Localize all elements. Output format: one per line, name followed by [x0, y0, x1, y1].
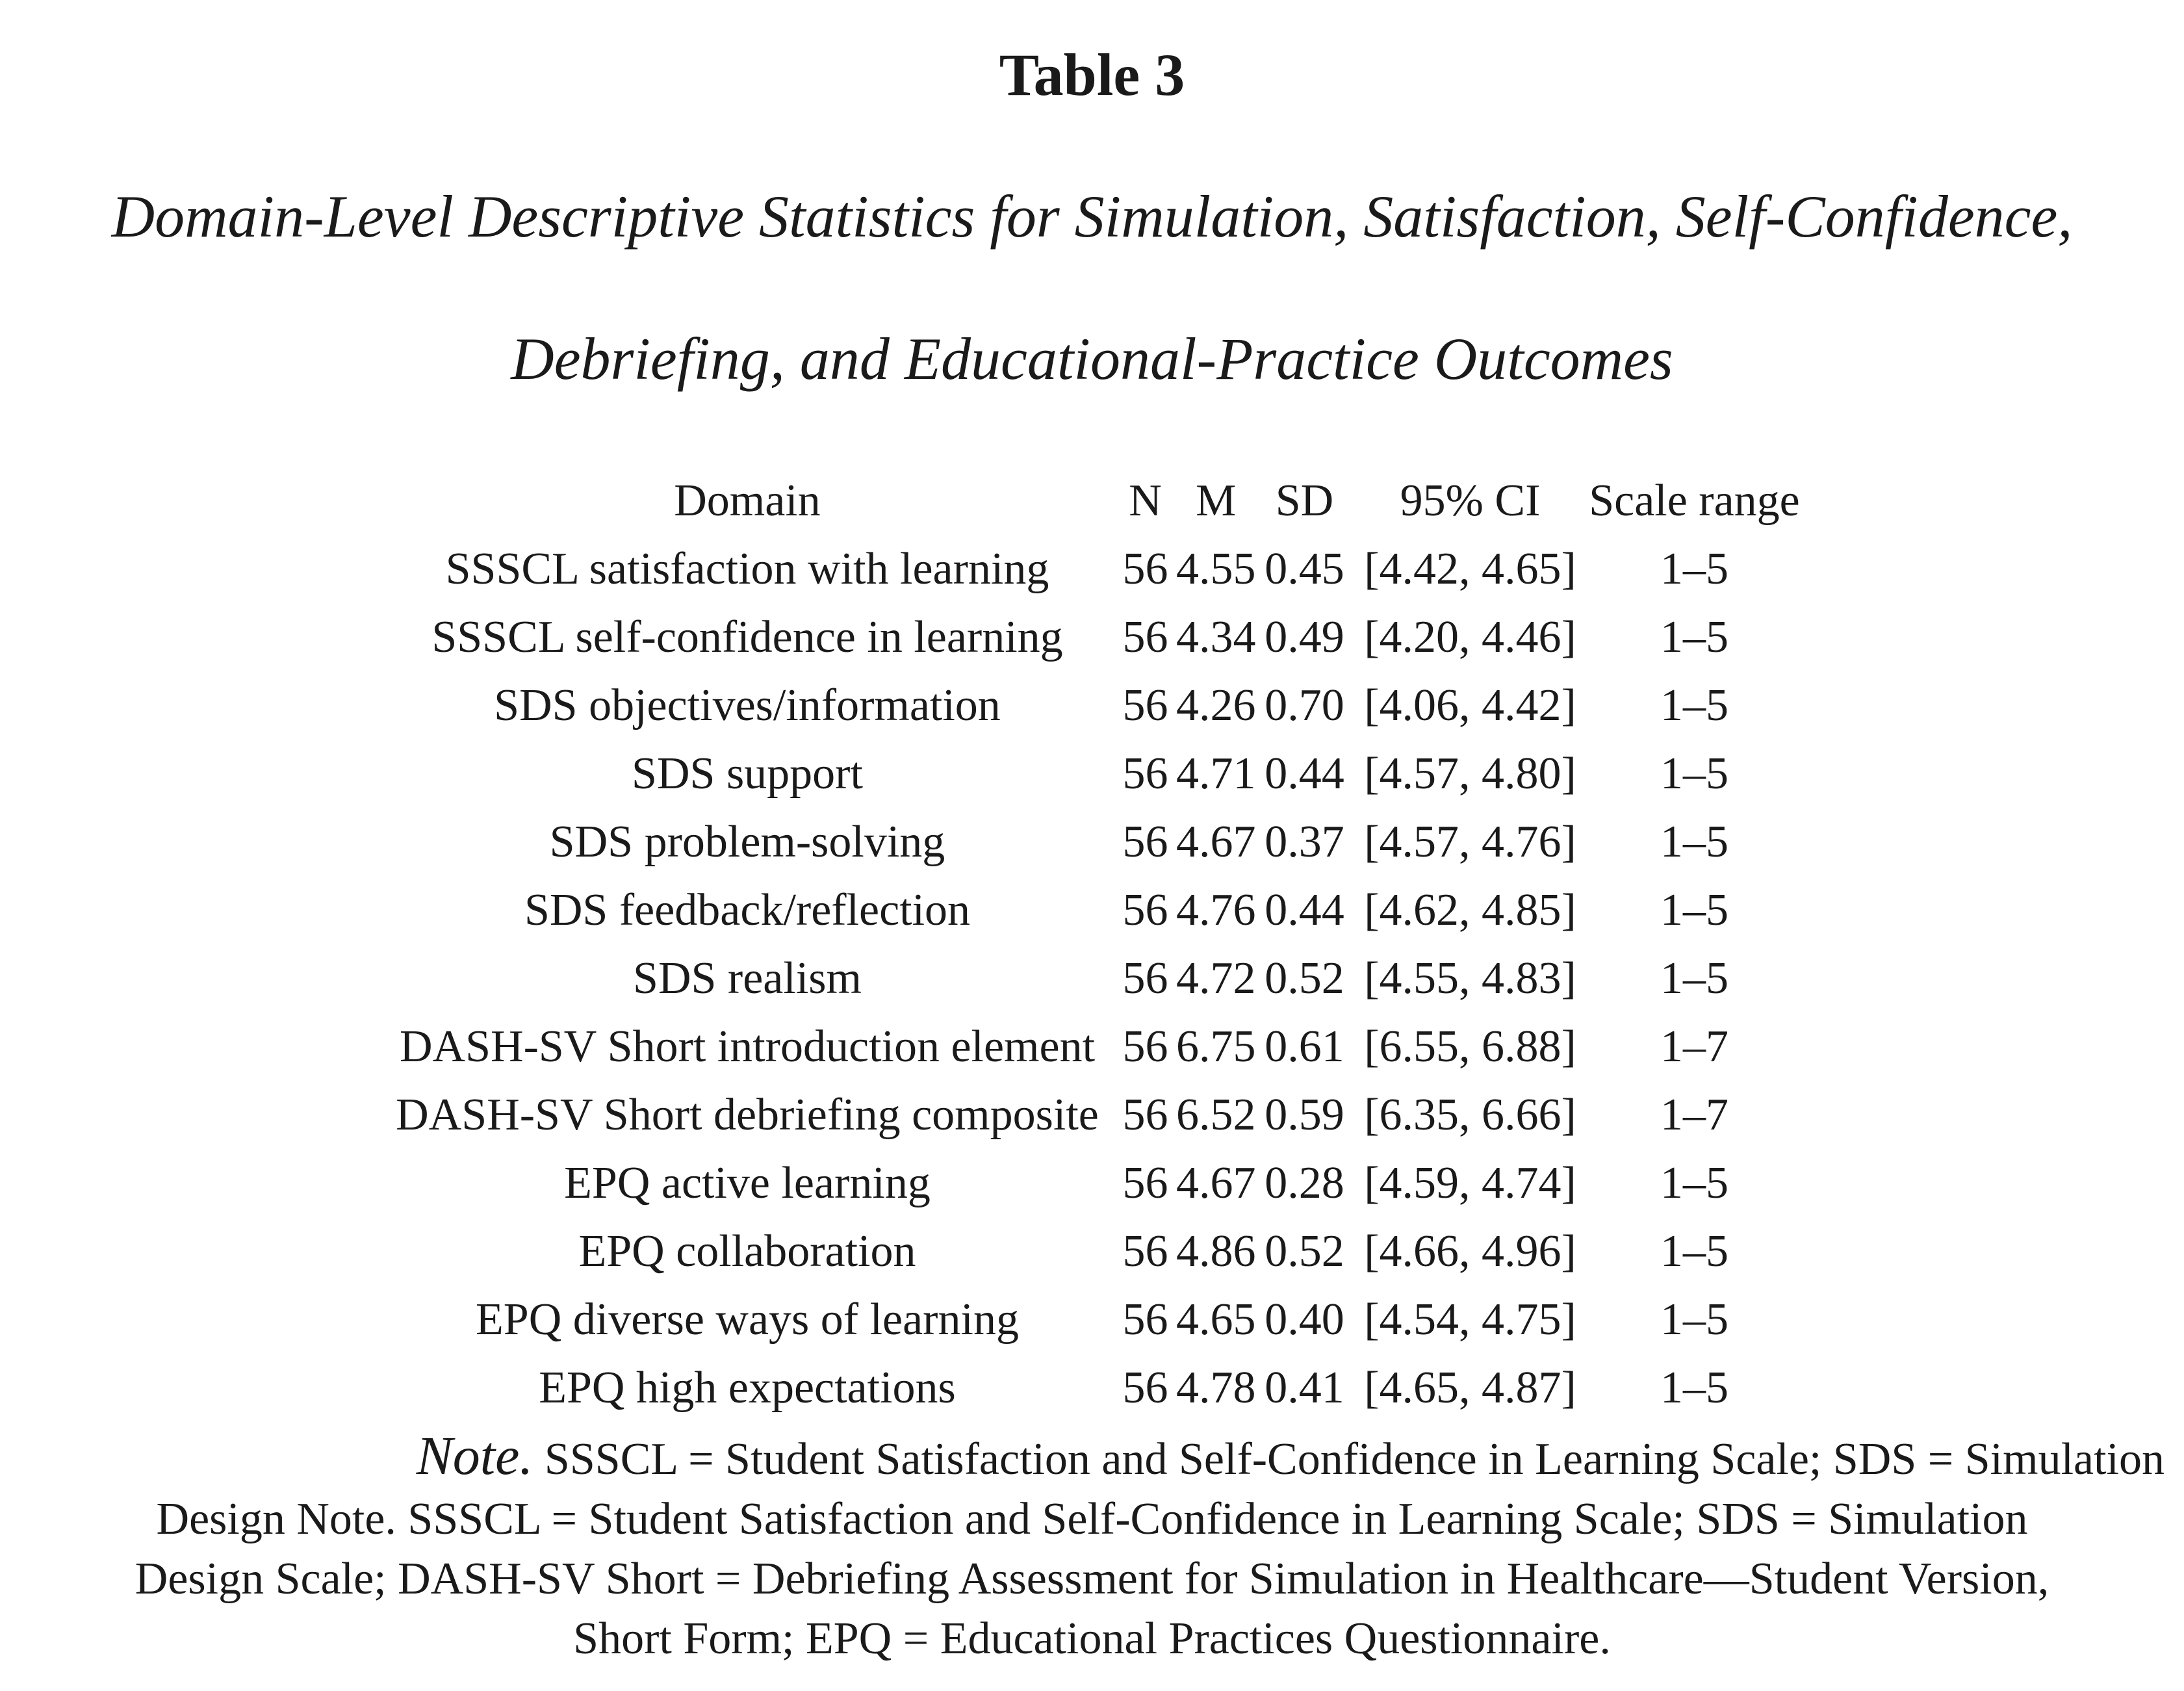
- cell-scale-range: 1–5: [1660, 816, 1728, 867]
- cell-m: 6.75: [1176, 1021, 1256, 1072]
- cell-sd: 0.41: [1265, 1362, 1344, 1413]
- cell-n: 56: [1122, 953, 1168, 1003]
- cell-n: 56: [1122, 1294, 1168, 1345]
- cell-ci: [4.62, 4.85]: [1364, 884, 1576, 935]
- cell-m: 4.76: [1176, 884, 1256, 935]
- cell-scale-range: 1–5: [1660, 1294, 1728, 1345]
- cell-ci: [6.55, 6.88]: [1364, 1021, 1576, 1072]
- cell-domain: DASH-SV Short introduction element: [399, 1021, 1096, 1072]
- cell-sd: 0.61: [1265, 1021, 1344, 1072]
- table-row: [380, 1217, 1802, 1285]
- cell-scale-range: 1–5: [1660, 1157, 1728, 1208]
- column-header-ci: 95% CI: [1400, 475, 1541, 526]
- cell-scale-range: 1–5: [1660, 612, 1728, 662]
- cell-n: 56: [1122, 680, 1168, 730]
- cell-domain: EPQ collaboration: [578, 1226, 916, 1276]
- note-line-1: [13, 1426, 2171, 1490]
- note-label: Note.: [416, 1426, 533, 1486]
- cell-ci: [4.55, 4.83]: [1364, 953, 1576, 1003]
- cell-domain: SDS feedback/reflection: [524, 884, 971, 935]
- table-row: [380, 944, 1802, 1013]
- table-row: [380, 1285, 1802, 1354]
- cell-m: 4.34: [1176, 612, 1256, 662]
- cell-n: 56: [1122, 1226, 1168, 1276]
- table-row: [380, 740, 1802, 808]
- cell-domain: SDS support: [632, 748, 863, 799]
- cell-domain: EPQ high expectations: [539, 1362, 956, 1413]
- cell-domain: SDS realism: [633, 953, 862, 1003]
- note-line-4: Short Form; EPQ = Educational Practices Questionnaire.: [573, 1614, 1611, 1664]
- cell-ci: [4.57, 4.80]: [1364, 748, 1576, 799]
- cell-ci: [4.59, 4.74]: [1364, 1157, 1576, 1208]
- cell-n: 56: [1122, 1021, 1168, 1072]
- column-header-m: M: [1196, 475, 1237, 526]
- cell-domain: SSSCL satisfaction with learning: [445, 543, 1049, 594]
- cell-m: 4.55: [1176, 543, 1256, 594]
- cell-n: 56: [1122, 543, 1168, 594]
- table-row: [380, 671, 1802, 740]
- cell-m: 4.86: [1176, 1226, 1256, 1276]
- table-label: Table 3: [999, 42, 1185, 108]
- cell-n: 56: [1122, 884, 1168, 935]
- column-header-n: N: [1129, 475, 1162, 526]
- table-title-line-2: Debriefing, and Educational-Practice Outcomes: [511, 326, 1673, 392]
- table-title-line-1: Domain-Level Descriptive Statistics for Simulation, Satisfaction, Self-Confidence,: [111, 183, 2073, 250]
- note-line-2: Design Note. SSSCL = Student Satisfaction and Self-Confidence in Learning Scale; SDS = Simulation: [156, 1494, 2028, 1544]
- cell-sd: 0.59: [1265, 1089, 1344, 1140]
- table-note: [13, 1426, 2171, 1669]
- cell-n: 56: [1122, 1157, 1168, 1208]
- cell-n: 56: [1122, 748, 1168, 799]
- cell-sd: 0.52: [1265, 953, 1344, 1003]
- cell-scale-range: 1–5: [1660, 748, 1728, 799]
- cell-scale-range: 1–5: [1660, 1362, 1728, 1413]
- cell-ci: [4.20, 4.46]: [1364, 612, 1576, 662]
- cell-scale-range: 1–5: [1660, 884, 1728, 935]
- cell-sd: 0.45: [1265, 543, 1344, 594]
- cell-scale-range: 1–7: [1660, 1021, 1728, 1072]
- cell-domain: SDS objectives/information: [494, 680, 1001, 730]
- cell-m: 4.65: [1176, 1294, 1256, 1345]
- cell-scale-range: 1–7: [1660, 1089, 1728, 1140]
- cell-sd: 0.49: [1265, 612, 1344, 662]
- cell-scale-range: 1–5: [1660, 680, 1728, 730]
- cell-m: 4.26: [1176, 680, 1256, 730]
- table-row: [380, 1013, 1802, 1081]
- cell-n: 56: [1122, 612, 1168, 662]
- table-row: [380, 808, 1802, 876]
- cell-m: 4.67: [1176, 1157, 1256, 1208]
- cell-scale-range: 1–5: [1660, 543, 1728, 594]
- cell-domain: SDS problem-solving: [549, 816, 945, 867]
- cell-sd: 0.40: [1265, 1294, 1344, 1345]
- cell-ci: [4.42, 4.65]: [1364, 543, 1576, 594]
- cell-n: 56: [1122, 1362, 1168, 1413]
- cell-sd: 0.28: [1265, 1157, 1344, 1208]
- table-body: [380, 535, 1802, 1422]
- cell-m: 4.67: [1176, 816, 1256, 867]
- cell-sd: 0.44: [1265, 748, 1344, 799]
- cell-n: 56: [1122, 816, 1168, 867]
- cell-sd: 0.37: [1265, 816, 1344, 867]
- table-row: [380, 535, 1802, 603]
- table-row: [380, 1354, 1802, 1422]
- cell-m: 4.78: [1176, 1362, 1256, 1413]
- cell-m: 4.71: [1176, 748, 1256, 799]
- cell-ci: [4.54, 4.75]: [1364, 1294, 1576, 1345]
- cell-m: 6.52: [1176, 1089, 1256, 1140]
- cell-domain: EPQ active learning: [564, 1157, 931, 1208]
- cell-domain: EPQ diverse ways of learning: [476, 1294, 1019, 1345]
- table-row: [380, 1149, 1802, 1217]
- cell-ci: [4.06, 4.42]: [1364, 680, 1576, 730]
- cell-n: 56: [1122, 1089, 1168, 1140]
- column-header-domain: Domain: [674, 475, 821, 526]
- note-text-1: SSSCL = Student Satisfaction and Self-Confidence in Learning Scale; SDS = Simulation: [544, 1434, 2165, 1484]
- column-header-scale-range: Scale range: [1589, 475, 1800, 526]
- cell-domain: SSSCL self-confidence in learning: [431, 612, 1063, 662]
- table-row: [380, 876, 1802, 944]
- table-row: [380, 1081, 1802, 1149]
- cell-domain: DASH-SV Short debriefing composite: [396, 1089, 1099, 1140]
- cell-sd: 0.52: [1265, 1226, 1344, 1276]
- table-row: [380, 603, 1802, 671]
- cell-ci: [4.57, 4.76]: [1364, 816, 1576, 867]
- cell-sd: 0.70: [1265, 680, 1344, 730]
- cell-ci: [4.65, 4.87]: [1364, 1362, 1576, 1413]
- column-header-sd: SD: [1275, 475, 1334, 526]
- note-line-3: Design Scale; DASH-SV Short = Debriefing Assessment for Simulation in Healthcare—Student Version,: [135, 1554, 2049, 1604]
- cell-sd: 0.44: [1265, 884, 1344, 935]
- cell-scale-range: 1–5: [1660, 953, 1728, 1003]
- table-header-row: [380, 467, 1802, 535]
- descriptive-statistics-table: [380, 467, 1802, 1422]
- cell-ci: [4.66, 4.96]: [1364, 1226, 1576, 1276]
- cell-scale-range: 1–5: [1660, 1226, 1728, 1276]
- cell-m: 4.72: [1176, 953, 1256, 1003]
- cell-ci: [6.35, 6.66]: [1364, 1089, 1576, 1140]
